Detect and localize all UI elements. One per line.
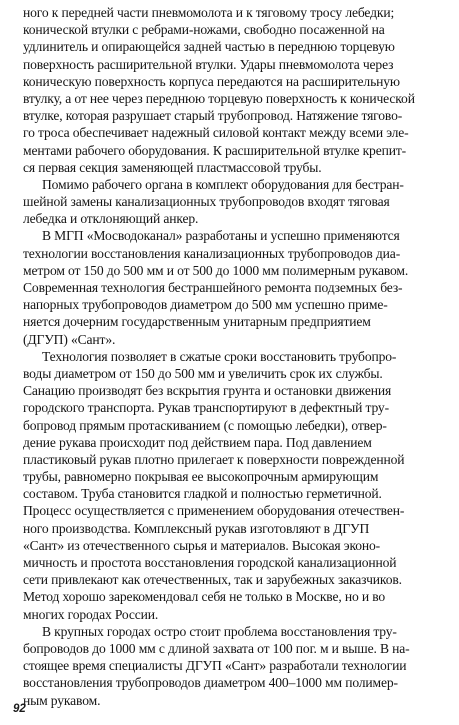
text-line: поверхность расширительной втулки. Удары пневмомолота через bbox=[23, 56, 394, 72]
text-line: напорных трубопроводов диаметром до 500 мм успешно приме- bbox=[23, 297, 388, 313]
text-line: мичность и простота восстановления городской канализационной bbox=[23, 555, 397, 570]
text-line: воды диаметром от 150 до 500 мм и увеличить срок их службы. bbox=[23, 365, 383, 381]
text-line: восстановления трубопроводов диаметром 400–1000 мм полимер- bbox=[23, 675, 398, 691]
text-line: втулке, которая разрушает старый трубопровод. Натяжение тягово- bbox=[23, 108, 403, 124]
text-line: многих городах России. bbox=[23, 606, 159, 622]
text-line: ного производства. Комплексный рукав изготовляют в ДГУП bbox=[23, 520, 370, 536]
text-line: (ДГУП) «Сант». bbox=[23, 331, 116, 347]
text-line: сети привлекают как отечественных, так и зарубежных заказчиков. bbox=[23, 572, 402, 588]
text-line: технологии восстановления канализационных трубопроводов диа- bbox=[23, 245, 401, 261]
text-line: втулку, а от нее через переднюю торцевую поверхность к конической bbox=[23, 90, 415, 106]
paragraph-4 bbox=[23, 348, 443, 623]
text-line: конической втулки с ребрами-ножами, свободно посаженной на bbox=[23, 22, 385, 38]
text-line: метром от 150 до 500 мм и от 500 до 1000 мм полимерным рукавом. bbox=[23, 262, 409, 278]
text-line: Метод хорошо зарекомендовал себя не только в Москве, но и во bbox=[23, 589, 386, 605]
text-line: няется дочерним государственным унитарным предприятием bbox=[23, 314, 371, 330]
text-line: Санацию производят без вскрытия грунта и остановки движения bbox=[23, 383, 392, 399]
text-line: го троса обеспечивает надежный силовой контакт между всеми эле- bbox=[23, 125, 409, 141]
paragraph-5 bbox=[23, 623, 443, 709]
page-body bbox=[23, 4, 443, 709]
text-line: ного к передней части пневмомолота и к тяговому тросу лебедки; bbox=[23, 5, 395, 20]
text-line: составом. Труба становится гладкой и полностью герметичной. bbox=[23, 486, 382, 502]
text-line: «Сант» из отечественного сырья и материалов. Высокая эконо- bbox=[23, 537, 381, 553]
page-number: 92 bbox=[13, 703, 26, 715]
text-line: Технология позволяет в сжатые сроки восстановить трубопро- bbox=[42, 348, 397, 364]
text-line: лебедка и отклоняющий анкер. bbox=[23, 211, 199, 227]
paragraph-3 bbox=[23, 227, 443, 347]
text-line: ным рукавом. bbox=[23, 692, 101, 708]
text-line: дение рукава происходит под действием пара. Под давлением bbox=[23, 434, 372, 450]
text-line: стоящее время специалисты ДГУП «Сант» разработали технологии bbox=[23, 658, 407, 674]
text-line: трубы, равномерно покрывая ее высокопрочным армирующим bbox=[23, 469, 379, 485]
text-line: Современная технология бестраншейного ремонта подземных без- bbox=[23, 280, 403, 295]
text-line: В крупных городах остро стоит проблема восстановления тру- bbox=[42, 623, 397, 639]
text-line: бопровод прямым протаскиванием (с помощью лебедки), отвер- bbox=[23, 417, 387, 433]
text-line: Процесс осуществляется с применением оборудования отечествен- bbox=[23, 503, 405, 519]
text-line: бопроводов до 1000 мм с длиной захвата от 100 пог. м и выше. В на- bbox=[23, 640, 410, 656]
paragraph-1 bbox=[23, 4, 443, 176]
text-line: Помимо рабочего органа в комплект оборудования для бестран- bbox=[42, 176, 404, 192]
text-line: удлинитель и опирающейся задней частью в переднюю торцевую bbox=[23, 39, 395, 55]
text-line: ментами рабочего оборудования. К расширительной втулке крепит- bbox=[23, 142, 406, 158]
text-line: пластиковый рукав плотно прилегает к поверхности поврежденной bbox=[23, 451, 405, 467]
text-line: коническую поверхность корпуса передаются на расширительную bbox=[23, 73, 400, 89]
text-line: городского транспорта. Рукав транспортируют в дефектный тру- bbox=[23, 400, 389, 416]
text-line: шейной замены канализационных трубопроводов входят тяговая bbox=[23, 194, 390, 210]
text-line: ся первая секция заменяющей пластмассовой трубы. bbox=[23, 159, 322, 175]
text-line: В МГП «Мосводоканал» разработаны и успешно применяются bbox=[42, 228, 400, 244]
paragraph-2 bbox=[23, 176, 443, 228]
